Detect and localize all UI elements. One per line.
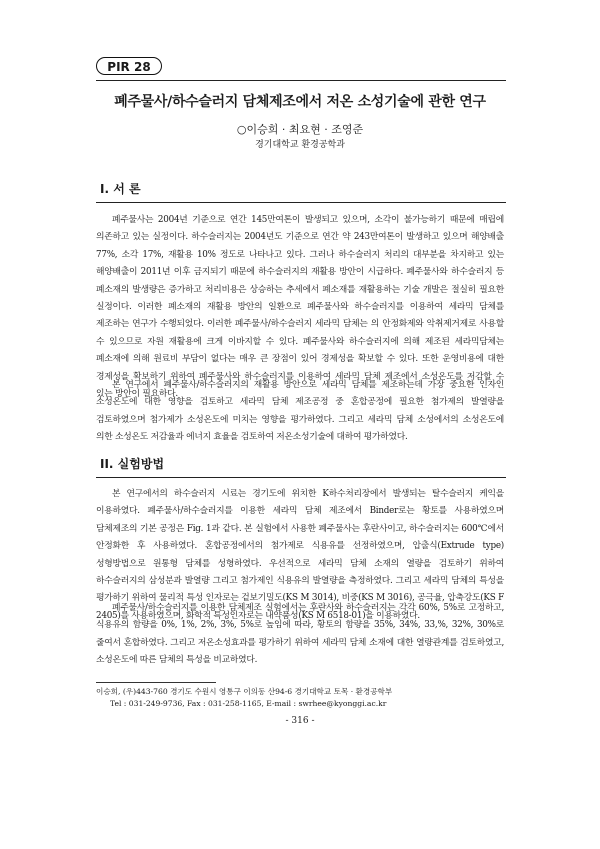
section-divider — [96, 202, 506, 203]
section-heading-introduction: I. 서 론 — [100, 182, 141, 196]
footnote-contact: Tel : 031-249-9736, Fax : 031-258-1165, E-mail : swrhee@kyonggi.ac.kr — [110, 699, 387, 708]
section-heading-methods: II. 실험방법 — [100, 457, 165, 471]
author-list: ○이승희 · 최요현 · 조영준 — [236, 123, 364, 136]
section-divider — [96, 477, 506, 478]
body-paragraph: 본 연구에서의 하수슬러지 시료는 경기도에 위치한 K하수처리장에서 발생되는 탈수슬러지 케익을 이용하였다. 폐주물사/하수슬러지를 이용한 세라믹 담체 제조에서 Binder로는 황토를 사용하였으며 담체제조의 기본 공정은 Fig. 1과 같다. 본 실험에서 사용한 폐주물사는 후란사이고, 하수슬러지는 600℃에서 안정화한 후 사용하였다. 혼합공정에서의 첨가제로 식용유를 선정하였으며, 압출식(Extrude type) 성형방법으로 원통형 담체를 성형하였다. 우선적으로 세라믹 담체 소재의 열량을 검토하기 위하여 하수슬러지의 삼성분과 발열량 그리고 첨가제인 식용유의 발열량을 측정하였다. 그리고 세라믹 담체의 특성을 평가하기 위하여 물리적 특성 인자로는 겉보기밀도(KS M 3014), 비중(KS M 3016), 공극율, 압축강도(KS F 2405)를 사용하였으며, 화학적 특성인자로는 내약품성(KS M 6518-01)을 이용하였다. — [96, 489, 504, 621]
footnote-address: 이승희, (우)443-760 경기도 수원시 영통구 이의동 산94-6 경기대학교 토목 · 환경공학부 — [96, 687, 393, 696]
body-paragraph: 폐주물사는 2004년 기준으로 연간 145만여톤이 발생되고 있으며, 소각이 불가능하기 때문에 매립에 의존하고 있는 실정이다. 하수슬러지는 2004년도 기준으로 연간 약 243만여톤이 발생하고 있으며 해양배출 77%, 소각 17%, 재활용 10% 정도로 나타나고 있다. 그러나 하수슬러지 처리의 대부분을 차지하고 있는 해양배출이 2011년 이후 금지되기 때문에 하수슬러지의 재활용 방안이 시급하다. 폐주물사와 하수슬러지 등 폐소재의 발생량은 증가하고 처리비용은 상승하는 추세에서 폐소재를 재활용하는 기술 개발은 절실히 필요한 실정이다. 이러한 폐소재의 재활용 방안의 일환으로 폐주물사와 하수슬러지를 이용하여 세라믹 담체를 제조하는 연구가 수행되었다. 이러한 폐주물사/하수슬러지 세라믹 담체는 의 안정화제와 악취제거제로 사용할 수 있으므로 자원 재활용에 크게 이바지할 수 있다. 폐주물사와 하수슬러지에 의해 제조된 세라믹담체는 폐소재에 의해 원료비 부담이 없다는 매우 큰 장점이 있어 경제성을 확보할 수 있다. 또한 운영비용에 대한 경제성을 확보하기 위하여 폐주물사와 하수슬러지를 이용하여 세라믹 담체 제조에서 소성온도를 저감할 수 있는 방안이 필요하다. — [96, 215, 504, 400]
footnote-divider — [96, 682, 216, 683]
affiliation: 경기대학교 환경공학과 — [255, 140, 345, 150]
header-divider — [96, 80, 506, 81]
page-number: - 316 - — [285, 716, 315, 726]
body-paragraph: 본 연구에서 폐주물사/하수슬러지의 재활용 방안으로 세라믹 담체를 제조하는데 가장 중요한 인자인 소성온도에 대한 영향을 검토하고 세라믹 담체 제조공정 중 혼합공정에 필요한 첨가제의 발열량을 검토하였으며 첨가제가 소성온도에 미치는 영향을 평가하였다. 그리고 세라믹 담체 소성에서의 소성온도에 의한 소성온도 저감율과 에너지 효율을 검토하여 저온소성기술에 대하여 평가하였다. — [96, 380, 504, 443]
paper-title: 폐주물사/하수슬러지 담체제조에서 저온 소성기술에 관한 연구 — [114, 94, 486, 110]
paper-code-badge: PIR 28 — [96, 57, 162, 75]
body-paragraph: 폐주물사/하수슬러지를 이용한 담체제조 실험에서는 후란사와 하수슬러지는 각각 60%, 5%로 고정하고, 식용유의 함량을 0%, 1%, 2%, 3%, 5%로 높임에 따라, 황토의 함량을 35%, 34%, 33,%, 32%, 30%로 줄여서 혼합하였다. 그리고 저온소성효과를 평가하기 위하여 세라믹 담체 소재에 대한 열량관계를 검토하였고, 소성온도에 따른 담체의 특성을 비교하였다. — [96, 603, 504, 666]
